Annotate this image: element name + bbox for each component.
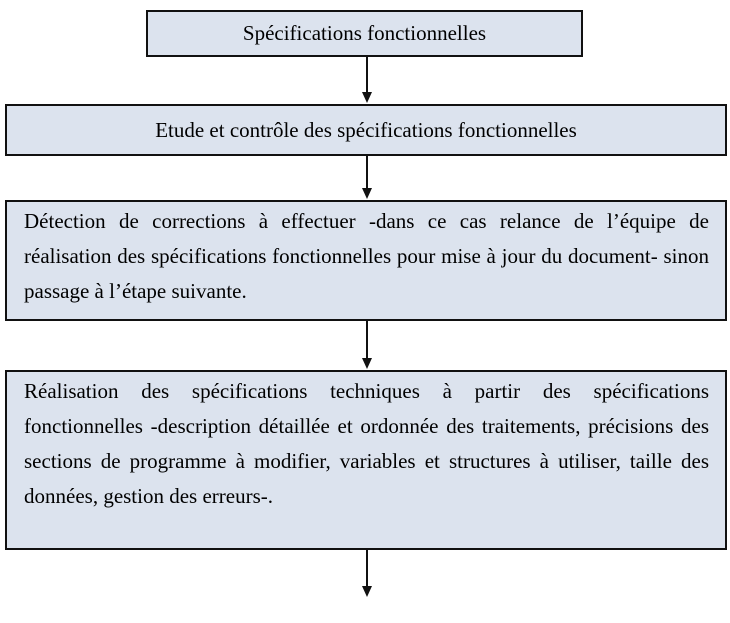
flow-arrow xyxy=(362,321,372,369)
flow-arrow xyxy=(362,57,372,103)
arrowhead-icon xyxy=(362,92,372,103)
arrowhead-icon xyxy=(362,188,372,199)
step-label-realisation-specifications-techniques: Réalisation des spécifications techniques à partir des spécifications fonctionnelles -description détaillée et ordonnée des traitements, précisions des sections de programme à modifier, variables et structures à utiliser, taille des données, gestion des erreurs-. xyxy=(24,379,709,508)
arrowhead-icon xyxy=(362,358,372,369)
step-label-etude-controle: Etude et contrôle des spécifications fonctionnelles xyxy=(155,117,577,142)
step-label-detection-corrections: Détection de corrections à effectuer -dans ce cas relance de l’équipe de réalisation des spécifications fonctionnelles pour mise à jour du document- sinon passage à l’étape suivante. xyxy=(24,209,709,303)
flow-arrow xyxy=(362,550,372,597)
step-label-specifications-fonctionnelles: Spécifications fonctionnelles xyxy=(242,21,487,45)
flow-arrow xyxy=(362,156,372,199)
arrowhead-icon xyxy=(362,586,372,597)
